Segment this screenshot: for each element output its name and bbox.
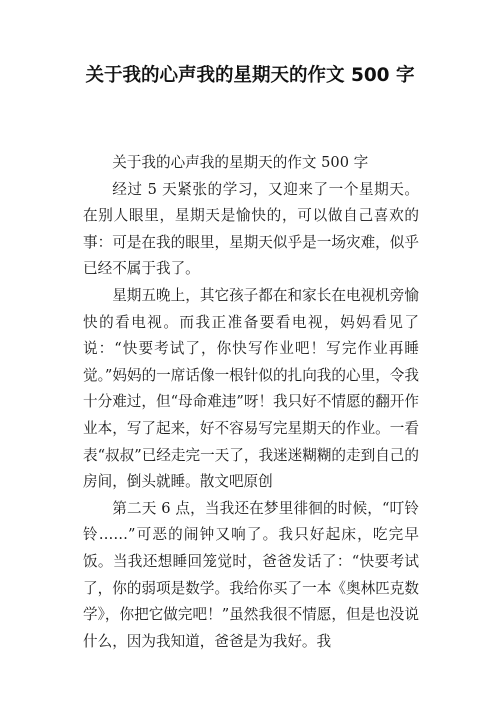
paragraph-friday-night: 星期五晚上，其它孩子都在和家长在电视机旁愉快的看电视。而我正准备要看电视，妈妈看见了说：“快要考试了，你快写作业吧！写完作业再睡觉。”妈妈的一席话像一根针似的扎向我的心里，令我十分难过，但“母命难违”呀！我只好不情愿的翻开作业本，写了起来，好不容易写完星期天的作业。一看表“叔叔”已经走完一天了，我迷迷糊糊的走到自己的房间，倒头就睡。散文吧原创 xyxy=(83,286,419,491)
paragraph-intro: 经过 5 天紧张的学习，又迎来了一个星期天。在别人眼里，星期天是愉快的，可以做自己喜欢的事：可是在我的眼里，星期天似乎是一场灾难，似乎已经不属于我了。 xyxy=(83,180,419,278)
document-body xyxy=(83,150,419,655)
paragraph-next-day: 第二天 6 点，当我还在梦里徘徊的时候，“叮铃铃……”可恶的闹钟又响了。我只好起床，吃完早饭。当我还想睡回笼觉时，爸爸发话了：“快要考试了，你的弱项是数学。我给你买了一本《奥林匹克数学》，你把它做完吧！”虽然我很不情愿，但是也没说什么，因为我知道，爸爸是为我好。我 xyxy=(83,499,419,650)
document-title: 关于我的心声我的星期天的作文 500 字 xyxy=(85,65,415,86)
paragraph-subtitle: 关于我的心声我的星期天的作文 500 字 xyxy=(112,154,369,171)
